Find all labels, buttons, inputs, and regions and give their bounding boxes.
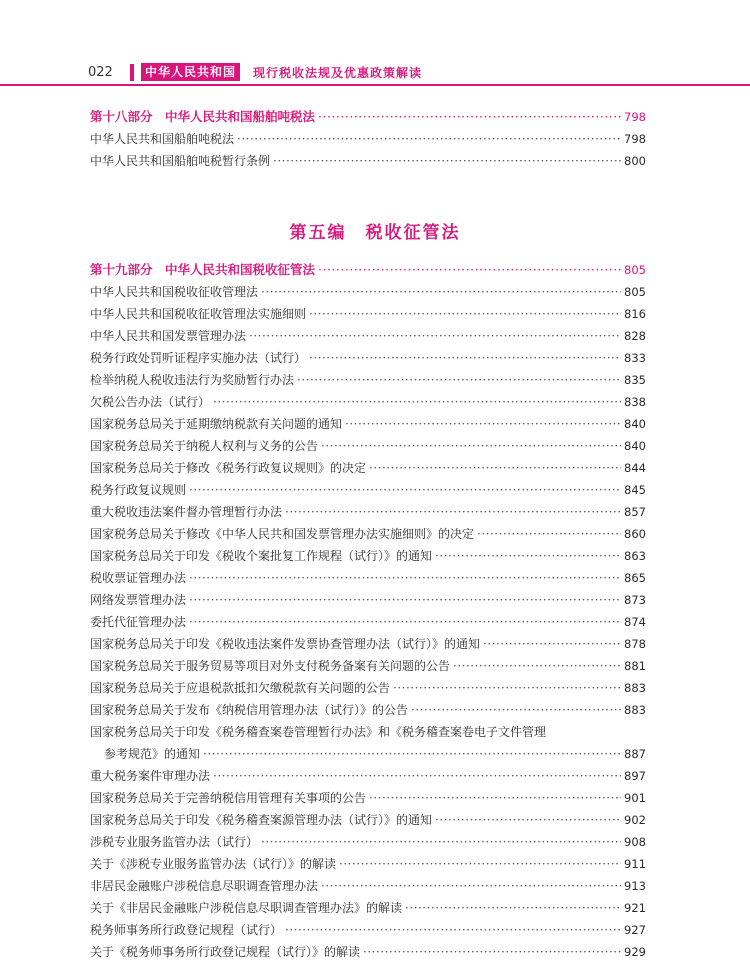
toc-page-number: 798 [624, 132, 646, 146]
toc-leader-dots [285, 501, 621, 523]
toc-entry [90, 501, 646, 523]
toc-part-heading [90, 106, 646, 128]
toc-page-number: 857 [624, 505, 646, 519]
toc-leader-dots [435, 545, 621, 567]
toc-page-number: 800 [624, 154, 646, 168]
toc-page-number: 908 [624, 835, 646, 849]
toc-entry [90, 743, 646, 765]
toc-entry [90, 325, 646, 347]
toc-page-number: 835 [624, 373, 646, 387]
toc-leader-dots [309, 303, 621, 325]
toc-entry-title: 国家税务总局关于完善纳税信用管理有关事项的公告 [90, 791, 367, 805]
toc-entry-title: 欠税公告办法（试行） [90, 395, 211, 409]
toc-leader-dots [483, 633, 621, 655]
toc-leader-dots [203, 743, 621, 765]
toc-entry [90, 457, 646, 479]
toc-entry [90, 677, 646, 699]
toc-leader-dots [393, 677, 621, 699]
toc-page-number: 897 [624, 769, 646, 783]
toc-leader-dots [369, 787, 621, 809]
header-accent-bar [130, 64, 134, 81]
header-subtitle: 现行税收法规及优惠政策解读 [253, 66, 423, 80]
toc-page-number: 845 [624, 483, 646, 497]
toc-main-list [90, 259, 646, 963]
toc-entry [90, 369, 646, 391]
toc-page-number: 913 [624, 879, 646, 893]
toc-entry-title: 检举纳税人税收违法行为奖励暂行办法 [90, 373, 295, 387]
toc-page-number: 840 [624, 417, 646, 431]
toc-entry-title: 中华人民共和国税收征收管理法实施细则 [90, 307, 307, 321]
toc-page-number: 865 [624, 571, 646, 585]
toc-leader-dots [273, 150, 621, 172]
toc-leader-dots [411, 699, 621, 721]
toc-page-number: 929 [624, 945, 646, 959]
toc-leader-dots [237, 128, 621, 150]
toc-leader-dots [309, 347, 621, 369]
toc-entry [90, 655, 646, 677]
toc-entry-title: 国家税务总局关于应退税款抵扣欠缴税款有关问题的公告 [90, 681, 391, 695]
toc-page-number: 863 [624, 549, 646, 563]
toc-page-number: 901 [624, 791, 646, 805]
toc-entry-title: 中华人民共和国税收征收管理法 [90, 285, 259, 299]
section-title: 第五编 税收征管法 [289, 223, 461, 243]
toc-page-number: 816 [624, 307, 646, 321]
toc-leader-dots [261, 831, 621, 853]
toc-entry-title: 第十八部分 中华人民共和国船舶吨税法 [90, 109, 316, 124]
toc-leader-dots [318, 106, 621, 128]
toc-entry [90, 391, 646, 413]
toc-entry-title: 国家税务总局关于印发《税收个案批复工作规程（试行）》的通知 [90, 549, 433, 563]
toc-entry-title: 重大税务案件审理办法 [90, 769, 211, 783]
toc-leader-dots [405, 897, 621, 919]
toc-entry-title: 国家税务总局关于修改《税务行政复议规则》的决定 [90, 461, 367, 475]
toc-entry [90, 897, 646, 919]
toc-leader-dots [285, 919, 621, 941]
toc-part-heading [90, 259, 646, 281]
toc-entry [90, 347, 646, 369]
toc-entry [90, 919, 646, 941]
toc-entry [90, 303, 646, 325]
toc-entry [90, 567, 646, 589]
toc-entry-title: 参考规范》的通知 [104, 747, 201, 761]
toc-entry-title: 税收票证管理办法 [90, 571, 187, 585]
toc-page-number: 805 [624, 263, 646, 277]
toc-entry-title: 国家税务总局关于修改《中华人民共和国发票管理办法实施细则》的决定 [90, 527, 475, 541]
toc-entry-title: 重大税收违法案件督办管理暂行办法 [90, 505, 283, 519]
toc-leader-dots [261, 281, 621, 303]
toc-leader-dots [435, 809, 621, 831]
toc-entry [90, 479, 646, 501]
toc-entry-title: 关于《非居民金融账户涉税信息尽职调查管理办法》的解读 [90, 901, 403, 915]
toc-leader-dots [318, 259, 621, 281]
toc-entry-title: 委托代征管理办法 [90, 615, 187, 629]
toc-entry-title: 国家税务总局关于印发《税收违法案件发票协查管理办法（试行）》的通知 [90, 637, 481, 651]
toc-entry [90, 523, 646, 545]
toc-leader-dots [249, 325, 621, 347]
toc-entry [90, 875, 646, 897]
toc-page-number: 921 [624, 901, 646, 915]
toc-page-number: 828 [624, 329, 646, 343]
toc-page-number: 840 [624, 439, 646, 453]
toc-leader-dots [339, 853, 621, 875]
toc-page-number: 805 [624, 285, 646, 299]
toc-page-number: 911 [624, 857, 646, 871]
toc-page-number: 927 [624, 923, 646, 937]
toc-page-number: 874 [624, 615, 646, 629]
toc-entry-title: 税务行政复议规则 [90, 483, 187, 497]
page-header [0, 58, 750, 88]
toc-leader-dots [345, 413, 621, 435]
toc-entry-title: 税务师事务所行政登记规程（试行） [90, 923, 283, 937]
toc-page-number: 878 [624, 637, 646, 651]
toc-entry [90, 128, 646, 150]
toc-entry [90, 435, 646, 457]
toc-leader-dots [213, 391, 621, 413]
toc-entry-title: 中华人民共和国船舶吨税暂行条例 [90, 154, 271, 168]
toc-leader-dots [189, 589, 621, 611]
toc-entry [90, 765, 646, 787]
toc-page-number: 887 [624, 747, 646, 761]
toc-leader-dots [477, 523, 621, 545]
toc-entry-title: 中华人民共和国发票管理办法 [90, 329, 247, 343]
toc-entry [90, 787, 646, 809]
toc-leader-dots [189, 479, 621, 501]
toc-entry-title: 涉税专业服务监管办法（试行） [90, 835, 259, 849]
toc-page-number: 883 [624, 681, 646, 695]
toc-entry-title: 国家税务总局关于印发《税务稽查案源管理办法（试行）》的通知 [90, 813, 433, 827]
toc-leader-dots [297, 369, 621, 391]
toc-leader-dots [453, 655, 621, 677]
header-book-title: 中华人民共和国 [141, 63, 240, 81]
toc-entry-title: 税务行政处罚听证程序实施办法（试行） [90, 351, 307, 365]
toc-entry [90, 831, 646, 853]
toc-leader-dots [213, 765, 621, 787]
toc-entry-title: 非居民金融账户涉税信息尽职调查管理办法 [90, 879, 319, 893]
toc-entry-title: 国家税务总局关于发布《纳税信用管理办法（试行）》的公告 [90, 703, 409, 717]
toc-leader-dots [321, 435, 621, 457]
toc-entry-title: 关于《税务师事务所行政登记规程（试行）》的解读 [90, 945, 361, 959]
toc-entry [90, 150, 646, 172]
toc-entry [90, 721, 646, 743]
toc-entry-title: 中华人民共和国船舶吨税法 [90, 132, 235, 146]
toc-page-number: 833 [624, 351, 646, 365]
toc-entry [90, 589, 646, 611]
toc-entry [90, 699, 646, 721]
toc-entry-title: 国家税务总局关于服务贸易等项目对外支付税务备案有关问题的公告 [90, 659, 451, 673]
toc-entry [90, 281, 646, 303]
toc-entry [90, 853, 646, 875]
toc-entry-title: 国家税务总局关于纳税人权利与义务的公告 [90, 439, 319, 453]
toc-entry [90, 611, 646, 633]
toc-leader-dots [189, 611, 621, 633]
toc-entry-title: 第十九部分 中华人民共和国税收征管法 [90, 262, 316, 277]
toc-entry-title: 国家税务总局关于延期缴纳税款有关问题的通知 [90, 417, 343, 431]
toc-top-list [90, 106, 646, 172]
toc-page-number: 838 [624, 395, 646, 409]
toc-entry [90, 413, 646, 435]
toc-leader-dots [321, 875, 621, 897]
toc-page-number: 902 [624, 813, 646, 827]
toc-entry [90, 633, 646, 655]
toc-leader-dots [369, 457, 621, 479]
toc-entry-title: 国家税务总局关于印发《税务稽查案卷管理暂行办法》和《税务稽查案卷电子文件管理 [90, 725, 547, 739]
toc-entry-title: 网络发票管理办法 [90, 593, 187, 607]
toc-leader-dots [189, 567, 621, 589]
page-number: 022 [88, 65, 113, 80]
toc-page-number: 798 [624, 110, 646, 124]
toc-page-number: 860 [624, 527, 646, 541]
toc-entry [90, 809, 646, 831]
toc-entry-title: 关于《涉税专业服务监管办法（试行）》的解读 [90, 857, 337, 871]
header-rule [0, 84, 750, 86]
toc-page-number: 881 [624, 659, 646, 673]
toc-page-number: 873 [624, 593, 646, 607]
toc-page-number: 883 [624, 703, 646, 717]
toc-entry [90, 545, 646, 567]
toc-page-number: 844 [624, 461, 646, 475]
